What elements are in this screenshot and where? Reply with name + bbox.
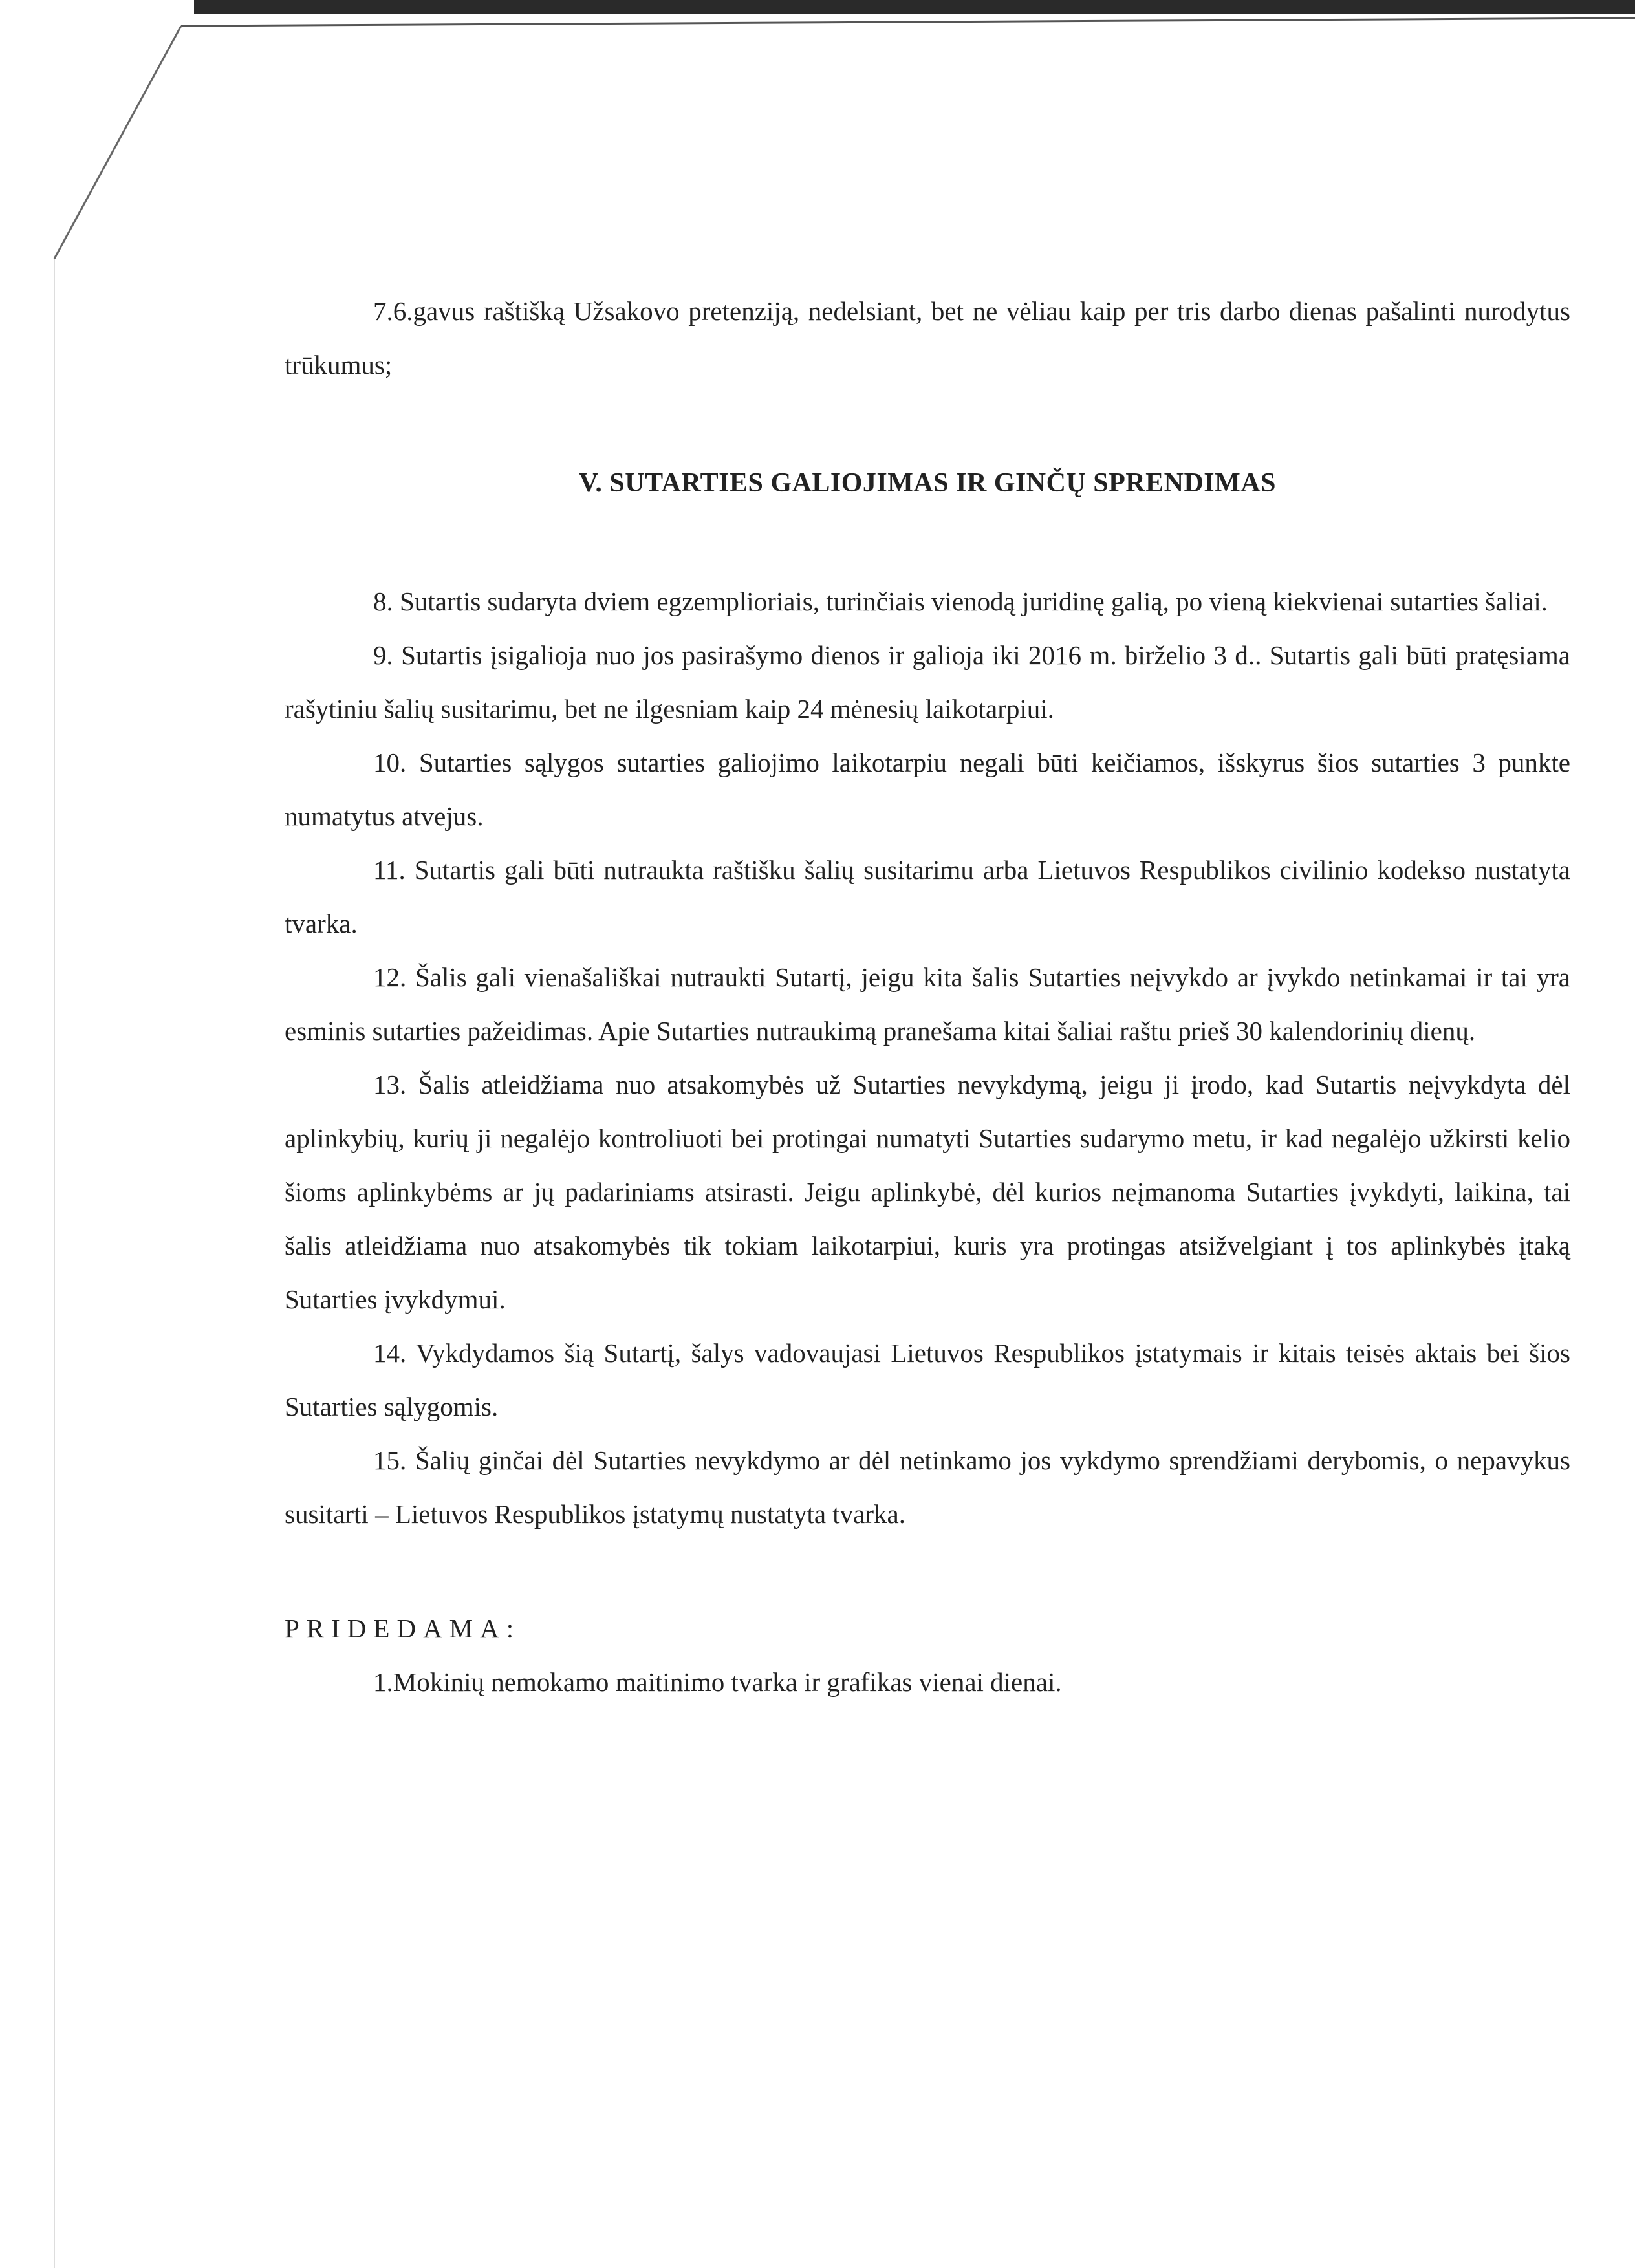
intro-item-7-6: 7.6.gavus raštišką Užsakovo pretenziją, nedelsiant, bet ne vėliau kaip per tris darbo dienas pašalinti nurodytus trūkumus;	[285, 296, 1570, 380]
clause-12: 12. Šalis gali vienašališkai nutraukti Sutartį, jeigu kita šalis Sutarties neįvykdo ar įvykdo netinkamai ir tai yra esminis sutarties pažeidimas. Apie Sutarties nutraukimą pranešama kitai šaliai raštu prieš 30 kalendorinių dienų.	[285, 962, 1570, 1046]
clause-15: 15. Šalių ginčai dėl Sutarties nevykdymo ar dėl netinkamo jos vykdymo sprendžiami derybomis, o nepavykus susitarti – Lietuvos Respublikos įstatymų nustatyta tvarka.	[285, 1445, 1570, 1529]
document-page	[285, 285, 1570, 1709]
attachments-title: PRIDEDAMA:	[285, 1614, 521, 1643]
clause-11: 11. Sutartis gali būti nutraukta raštišku šalių susitarimu arba Lietuvos Respublikos civilinio kodekso nustatyta tvarka.	[285, 855, 1570, 938]
attachment-item: 1.Mokinių nemokamo maitinimo tvarka ir grafikas vienai dienai.	[373, 1667, 1062, 1697]
section-heading: V. SUTARTIES GALIOJIMAS IR GINČŲ SPRENDIMAS	[578, 468, 1276, 498]
clause-13: 13. Šalis atleidžiama nuo atsakomybės už Sutarties nevykdymą, jeigu ji įrodo, kad Sutartis neįvykdyta dėl aplinkybių, kurių ji negalėjo kontroliuoti bei protingai numatyti Sutarties sudarymo metu, ir kad negalėjo užkirsti kelio šioms aplinkybėms ar jų padariniams atsirasti. Jeigu aplinkybė, dėl kurios neįmanoma Sutarties įvykdyti, laikina, tai šalis atleidžiama nuo atsakomybės tik tokiam laikotarpiui, kuris yra protingas atsižvelgiant į tos aplinkybės įtaką Sutarties įvykdymui.	[285, 1070, 1570, 1314]
clause-9: 9. Sutartis įsigalioja nuo jos pasirašymo dienos ir galioja iki 2016 m. birželio 3 d.. Sutartis gali būti pratęsiama rašytiniu šalių susitarimu, bet ne ilgesniam kaip 24 mėnesių laikotarpiui.	[285, 640, 1570, 724]
clause-14: 14. Vykdydamos šią Sutartį, šalys vadovaujasi Lietuvos Respublikos įstatymais ir kitais teisės aktais bei šios Sutarties sąlygomis.	[285, 1338, 1570, 1421]
clause-10: 10. Sutarties sąlygos sutarties galiojimo laikotarpiu negali būti keičiamos, išskyrus šios sutarties 3 punkte numatytus atvejus.	[285, 748, 1570, 831]
clause-8: 8. Sutartis sudaryta dviem egzemplioriais, turinčiais vienodą juridinę galią, po vieną kiekvienai sutarties šaliai.	[373, 587, 1548, 616]
